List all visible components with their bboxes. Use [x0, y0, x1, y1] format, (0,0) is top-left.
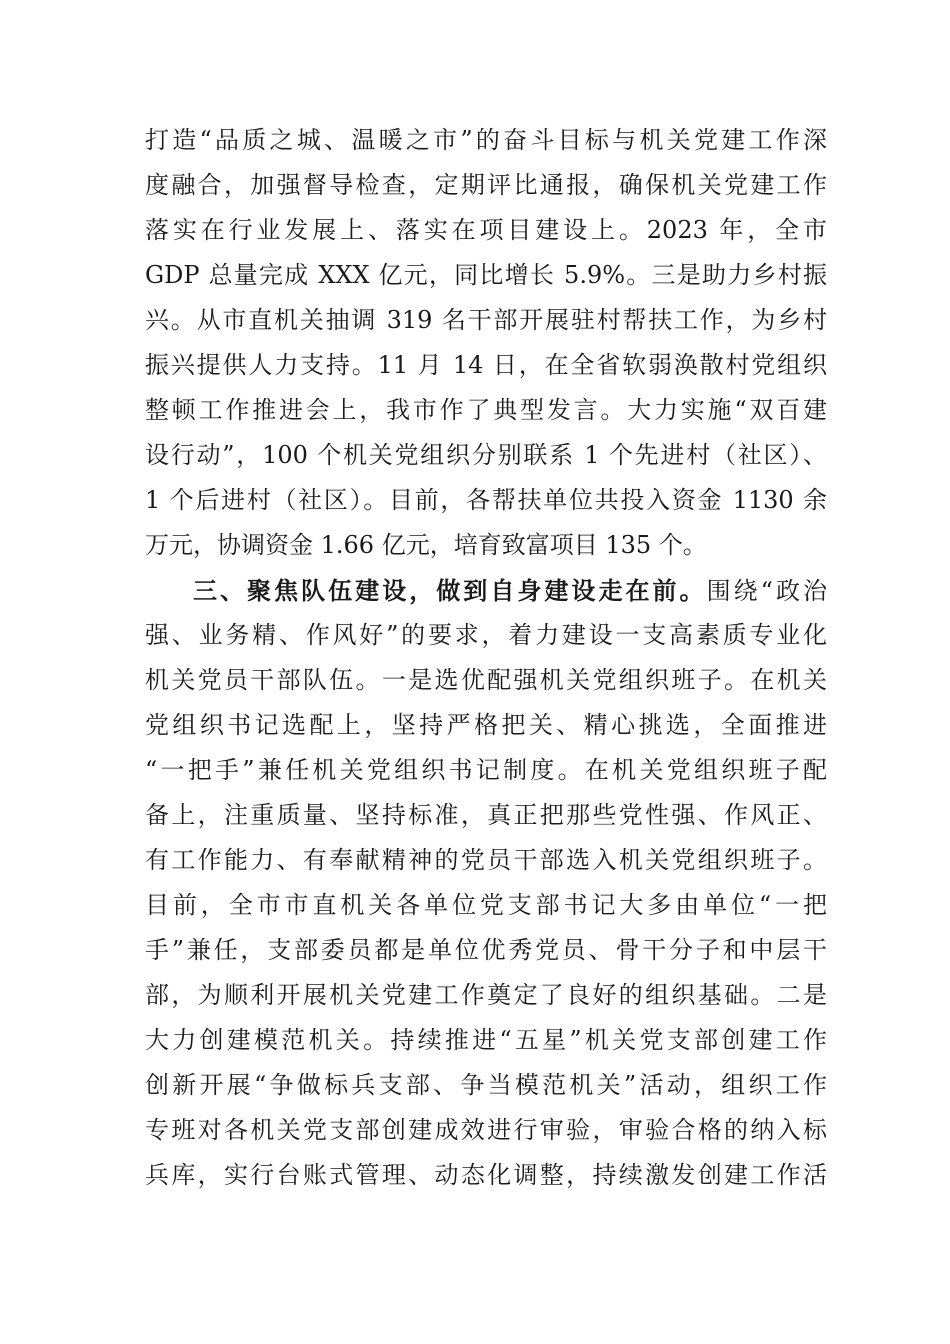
section-heading-line — [145, 568, 827, 613]
section-heading: 三、聚焦队伍建设，做到自身建设走在前。 — [193, 576, 707, 605]
paragraph-line: 专班对各机关党支部创建成效进行审验，审验合格的纳入标 — [145, 1116, 827, 1144]
paragraph-line: 备上，注重质量、坚持标准，真正把那些党性强、作风正、 — [145, 801, 827, 829]
paragraph-line: GDP 总量完成 XXX 亿元，同比增长 5.9%。三是助力乡村振 — [145, 261, 827, 289]
paragraph-line: 大力创建模范机关。持续推进“五星”机关党支部创建工作 — [145, 1026, 827, 1054]
paragraph-line: 兵库，实行台账式管理、动态化调整，持续激发创建工作活 — [145, 1161, 827, 1189]
paragraph-line: “一把手”兼任机关党组织书记制度。在机关党组织班子配 — [145, 756, 827, 784]
paragraph-line: 度融合，加强督导检查，定期评比通报，确保机关党建工作 — [145, 171, 827, 199]
paragraph-line: 兴。从市直机关抽调 319 名干部开展驻村帮扶工作，为乡村 — [145, 306, 827, 334]
paragraph-line: 创新开展“争做标兵支部、争当模范机关”活动，组织工作 — [145, 1071, 827, 1099]
paragraph-line: 部，为顺利开展机关党建工作奠定了良好的组织基础。二是 — [145, 981, 827, 1009]
paragraph-line: 强、业务精、作风好”的要求，着力建设一支高素质专业化 — [145, 621, 827, 649]
paragraph-line: 整顿工作推进会上，我市作了典型发言。大力实施“双百建 — [145, 396, 827, 424]
paragraph-line: 落实在行业发展上、落实在项目建设上。2023 年，全市 — [145, 216, 827, 244]
paragraph-line: 打造“品质之城、温暖之市”的奋斗目标与机关党建工作深 — [145, 126, 827, 154]
paragraph-line: 目前，全市市直机关各单位党支部书记大多由单位“一把 — [145, 891, 827, 919]
paragraph-line: 党组织书记选配上，坚持严格把关、精心挑选，全面推进 — [145, 711, 827, 739]
paragraph-line: 设行动”，100 个机关党组织分别联系 1 个先进村（社区）、 — [145, 441, 827, 469]
paragraph-text: 围绕“政治 — [706, 577, 827, 605]
paragraph-line: 万元，协调资金 1.66 亿元，培育致富项目 135 个。 — [145, 531, 707, 559]
document-page — [145, 118, 827, 1198]
paragraph-line: 1 个后进村（社区）。目前，各帮扶单位共投入资金 1130 余 — [145, 486, 827, 514]
paragraph-line: 有工作能力、有奉献精神的党员干部选入机关党组织班子。 — [145, 846, 827, 874]
paragraph-line: 机关党员干部队伍。一是选优配强机关党组织班子。在机关 — [145, 666, 827, 694]
paragraph-line: 手”兼任，支部委员都是单位优秀党员、骨干分子和中层干 — [145, 936, 827, 964]
paragraph-line: 振兴提供人力支持。11 月 14 日，在全省软弱涣散村党组织 — [145, 351, 827, 379]
